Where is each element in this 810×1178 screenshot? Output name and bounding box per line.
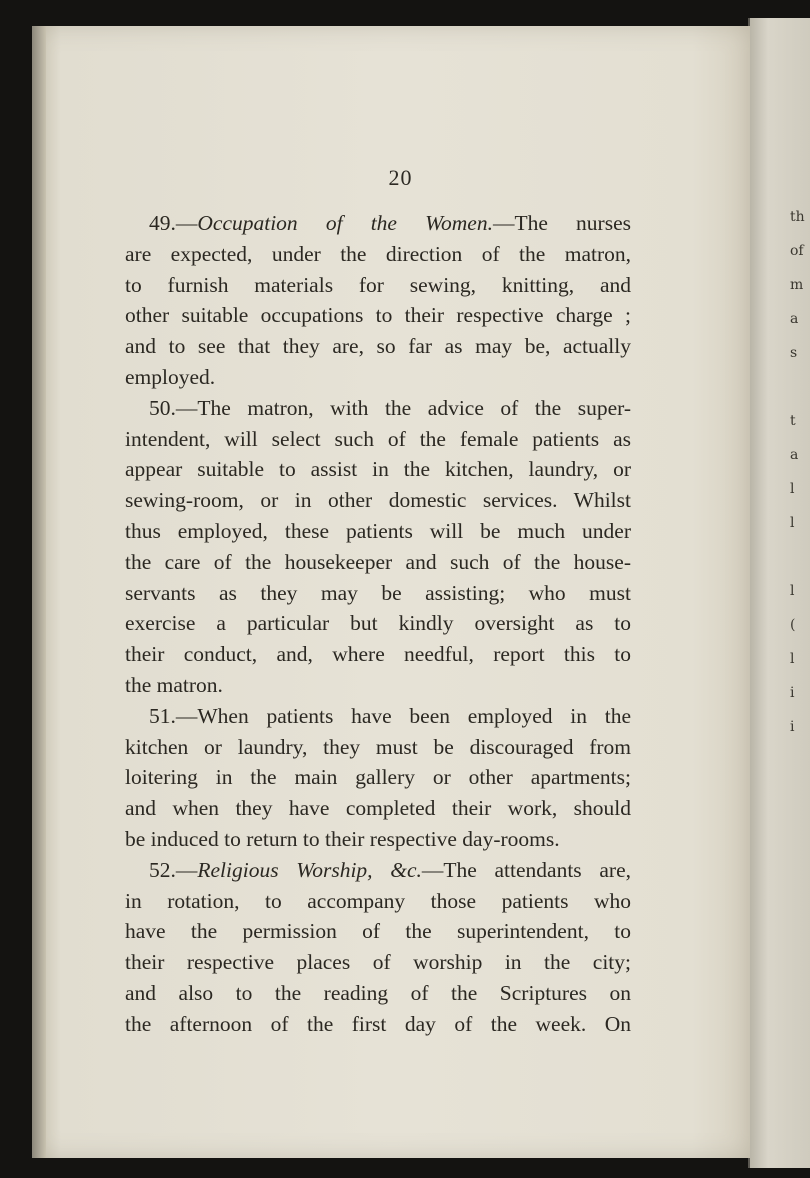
text-line: to furnish materials for sewing, knitting, and xyxy=(125,272,631,297)
text-line: and when they have completed their work, should xyxy=(125,796,631,821)
text-line: thus employed, these patients will be much under xyxy=(125,518,631,543)
facing-page-text-fragments: th of m a s t a l l l ( l i i xyxy=(790,209,805,735)
paragraph-51 xyxy=(125,701,631,855)
text-fragment: —The nurses xyxy=(492,211,631,235)
text-line: their respective places of worship in the city; xyxy=(125,950,631,975)
text-line: 51.—When patients have been employed in the xyxy=(149,703,631,728)
paragraph-number: 52.— xyxy=(149,857,198,882)
text-line xyxy=(125,855,631,886)
page-gutter xyxy=(32,26,46,1158)
text-line: intendent, will select such of the female patients as xyxy=(125,426,631,451)
page-number: 20 xyxy=(388,165,413,190)
body-text xyxy=(125,208,631,1040)
text-line: loitering in the main gallery or other apartments; xyxy=(125,765,631,790)
text-line: appear suitable to assist in the kitchen, laundry, or xyxy=(125,457,631,482)
text-line: the afternoon of the first day of the week. On xyxy=(125,1011,631,1036)
text-fragment: —The attendants are, xyxy=(421,857,631,882)
text-line: in rotation, to accompany those patients who xyxy=(125,888,631,913)
text-line: and to see that they are, so far as may be, actually xyxy=(125,334,631,359)
text-line: have the permission of the superintendent, to xyxy=(125,919,631,944)
paragraph-52 xyxy=(125,855,631,1040)
text-line: be induced to return to their respective day-rooms. xyxy=(125,826,560,851)
paragraph-50 xyxy=(125,393,631,701)
section-heading: Occupation of the Women. xyxy=(197,211,493,235)
section-heading: Religious Worship, &c. xyxy=(197,857,422,882)
text-line: and also to the reading of the Scriptures on xyxy=(125,980,631,1005)
paragraph-49 xyxy=(125,208,631,393)
text-line: sewing-room, or in other domestic services. Whilst xyxy=(125,488,631,513)
paragraph-number: 49.— xyxy=(149,211,198,235)
text-line: other suitable occupations to their respective charge ; xyxy=(125,303,631,328)
text-line: kitchen or laundry, they must be discouraged from xyxy=(125,734,631,759)
text-line: their conduct, and, where needful, report this to xyxy=(125,642,631,667)
text-line: the matron. xyxy=(125,672,223,697)
text-line: employed. xyxy=(125,364,216,389)
text-line: are expected, under the direction of the matron, xyxy=(125,241,631,266)
text-line: servants as they may be assisting; who must xyxy=(125,580,631,605)
text-line: exercise a particular but kindly oversight as to xyxy=(125,611,631,636)
text-line: the care of the housekeeper and such of the house- xyxy=(125,549,631,574)
text-line xyxy=(125,208,631,239)
text-line: 50.—The matron, with the advice of the super- xyxy=(149,395,631,420)
